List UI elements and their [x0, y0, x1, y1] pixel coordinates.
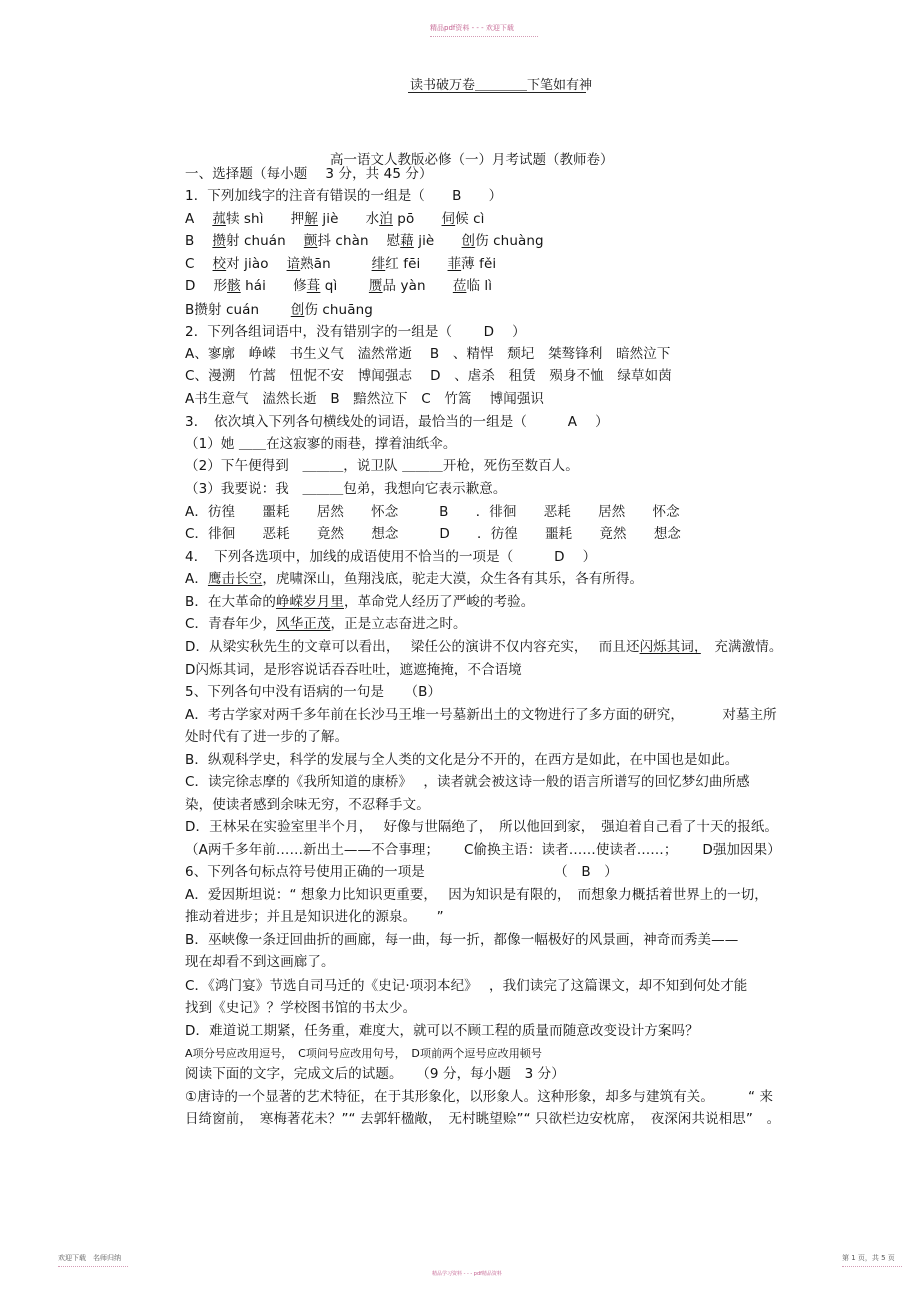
exam-line: 1．下列加线字的注音有错误的一组是（ B ）	[185, 188, 503, 204]
exam-line: （3）我要说：我 ＿＿＿包弟，我想向它表示歉意。	[185, 481, 507, 497]
watermark-top-dots	[430, 36, 538, 37]
exam-line: 推动着进步；并且是知识进化的源泉。 ”	[185, 909, 444, 925]
exam-line: C 校对 jiào 谙熟ān 绯红 fēi 菲薄 fěi	[185, 256, 497, 272]
exam-line: A．考古学家对两千多年前在长沙马王堆一号墓新出土的文物进行了多方面的研究， 对墓主所	[185, 707, 777, 723]
exam-line: 一、选择题（每小题 3 分，共 45 分）	[185, 166, 433, 182]
exam-line: A、寥廓 峥嵘 书生义气 溘然常逝 B 、精悍 颓圮 桀骜锋利 暗然泣下	[185, 346, 671, 362]
exam-line: 处时代有了进一步的了解。	[185, 729, 349, 745]
exam-line: B．纵观科学史，科学的发展与全人类的文化是分不开的，在西方是如此，在中国也是如此。	[185, 752, 739, 768]
exam-line: C．《鸿门宴》节选自司马迁的《史记·项羽本纪》 ，我们读完了这篇课文，却不知到何处才能	[185, 978, 748, 994]
exam-line: A．彷徨 噩耗 居然 怀念 B ．徘徊 恶耗 居然 怀念	[185, 504, 680, 520]
exam-line: B 攒射 chuán 颤抖 chàn 慰藉 jiè 创伤 chuàng	[185, 233, 544, 249]
footer-left-dots	[58, 1266, 128, 1267]
footer-left: 欢迎下载 名师归纳	[58, 1254, 121, 1262]
exam-line: B攒射 cuán 创伤 chuāng	[185, 302, 373, 318]
exam-line: 现在却看不到这画廊了。	[185, 954, 335, 970]
exam-line: 阅读下面的文字，完成文后的试题。 （9 分，每小题 3 分）	[185, 1066, 565, 1082]
exam-line: 日绮窗前， 寒梅著花未？”“ 去郭轩楹敞， 无村眺望赊”“ 只欲栏边安枕席， 夜深闲共说相思” 。	[185, 1111, 781, 1127]
exam-line: C．徘徊 恶耗 竟然 想念 D ．彷徨 噩耗 竟然 想念	[185, 526, 682, 542]
exam-line: D．难道说工期紧，任务重，难度大，就可以不顾工程的质量而随意改变设计方案吗？	[185, 1023, 699, 1039]
page-header: 读书破万卷＿＿＿＿下笔如有神	[410, 78, 593, 93]
exam-title: 高一语文人教版必修（一）月考试题（教师卷）	[330, 152, 614, 168]
exam-line: （2）下午便得到 ＿＿＿，说卫队 ＿＿＿开枪，死伤至数百人。	[185, 458, 579, 474]
exam-line: A项分号应改用逗号， C项问号应改用句号， D项前两个逗号应改用顿号	[185, 1047, 543, 1060]
exam-line: 6、下列各句标点符号使用正确的一项是 （ B ）	[185, 864, 618, 880]
footer-right-dots	[842, 1266, 902, 1267]
exam-line: C、漫溯 竹蒿 忸怩不安 博闻强志 D 、虐杀 租赁 殒身不恤 绿草如茵	[185, 368, 672, 384]
footer-center: 精品学习资料 - - - pdf精品资料	[432, 1271, 502, 1277]
watermark-top: 精品pdf资料 - - - 欢迎下载	[430, 24, 514, 32]
exam-line: 3． 依次填入下列各句横线处的词语，最恰当的一组是（ A ）	[185, 414, 609, 430]
exam-line: （A两千多年前……新出土——不合事理； C偷换主语：读者……使读者……； D强加因果）	[185, 842, 781, 858]
exam-line: A 菰犊 shì 押解 jiè 水泊 pō 伺候 cì	[185, 211, 485, 227]
exam-line: D 形骸 hái 修葺 qì 赝品 yàn 莅临 lì	[185, 278, 493, 294]
exam-line: 2．下列各组词语中，没有错别字的一组是（ D ）	[185, 324, 526, 340]
exam-line: C．读完徐志摩的《我所知道的康桥》 ，读者就会被这诗一般的语言所谱写的回忆梦幻曲所感	[185, 774, 750, 790]
exam-line: D．从梁实秋先生的文章可以看出， 梁任公的演讲不仅内容充实， 而且还闪烁其词， 充满激情。	[185, 639, 783, 655]
exam-line: ①唐诗的一个显著的艺术特征，在于其形象化，以形象人。这种形象，却多与建筑有关。 “ 来	[185, 1089, 774, 1105]
exam-line: （1）她 ＿＿在这寂寥的雨巷，撑着油纸伞。	[185, 436, 457, 452]
exam-line: D闪烁其词，是形容说话吞吞吐吐，遮遮掩掩，不合语境	[185, 662, 522, 678]
footer-page-number: 第 1 页，共 5 页	[842, 1254, 895, 1262]
exam-line: D．王林呆在实验室里半个月， 好像与世隔绝了， 所以他回到家， 强迫着自己看了十天的报纸。	[185, 819, 779, 835]
exam-line: B．巫峡像一条迂回曲折的画廊，每一曲，每一折，都像一幅极好的风景画，神奇而秀美——	[185, 932, 739, 948]
exam-line: C．青春年少，风华正茂，正是立志奋进之时。	[185, 616, 467, 632]
exam-line: 找到《史记》？学校图书馆的书太少。	[185, 1000, 417, 1016]
exam-line: 4． 下列各选项中，加线的成语使用不恰当的一项是（ D ）	[185, 549, 597, 565]
exam-line: B．在大革命的峥嵘岁月里，革命党人经历了严峻的考验。	[185, 594, 535, 610]
header-underline	[408, 92, 586, 93]
exam-line: A书生意气 溘然长逝 B 黯然泣下 C 竹篙 博闻强识	[185, 391, 545, 407]
exam-line: 染，使读者感到余味无穷，不忍释手文。	[185, 797, 430, 813]
exam-line: A．爱因斯坦说：“ 想象力比知识更重要， 因为知识是有限的， 而想象力概括着世界上的一切，	[185, 887, 768, 903]
exam-line: 5、下列各句中没有语病的一句是 （B）	[185, 684, 442, 700]
exam-line: A．鹰击长空，虎啸深山，鱼翔浅底，驼走大漠，众生各有其乐，各有所得。	[185, 571, 644, 587]
